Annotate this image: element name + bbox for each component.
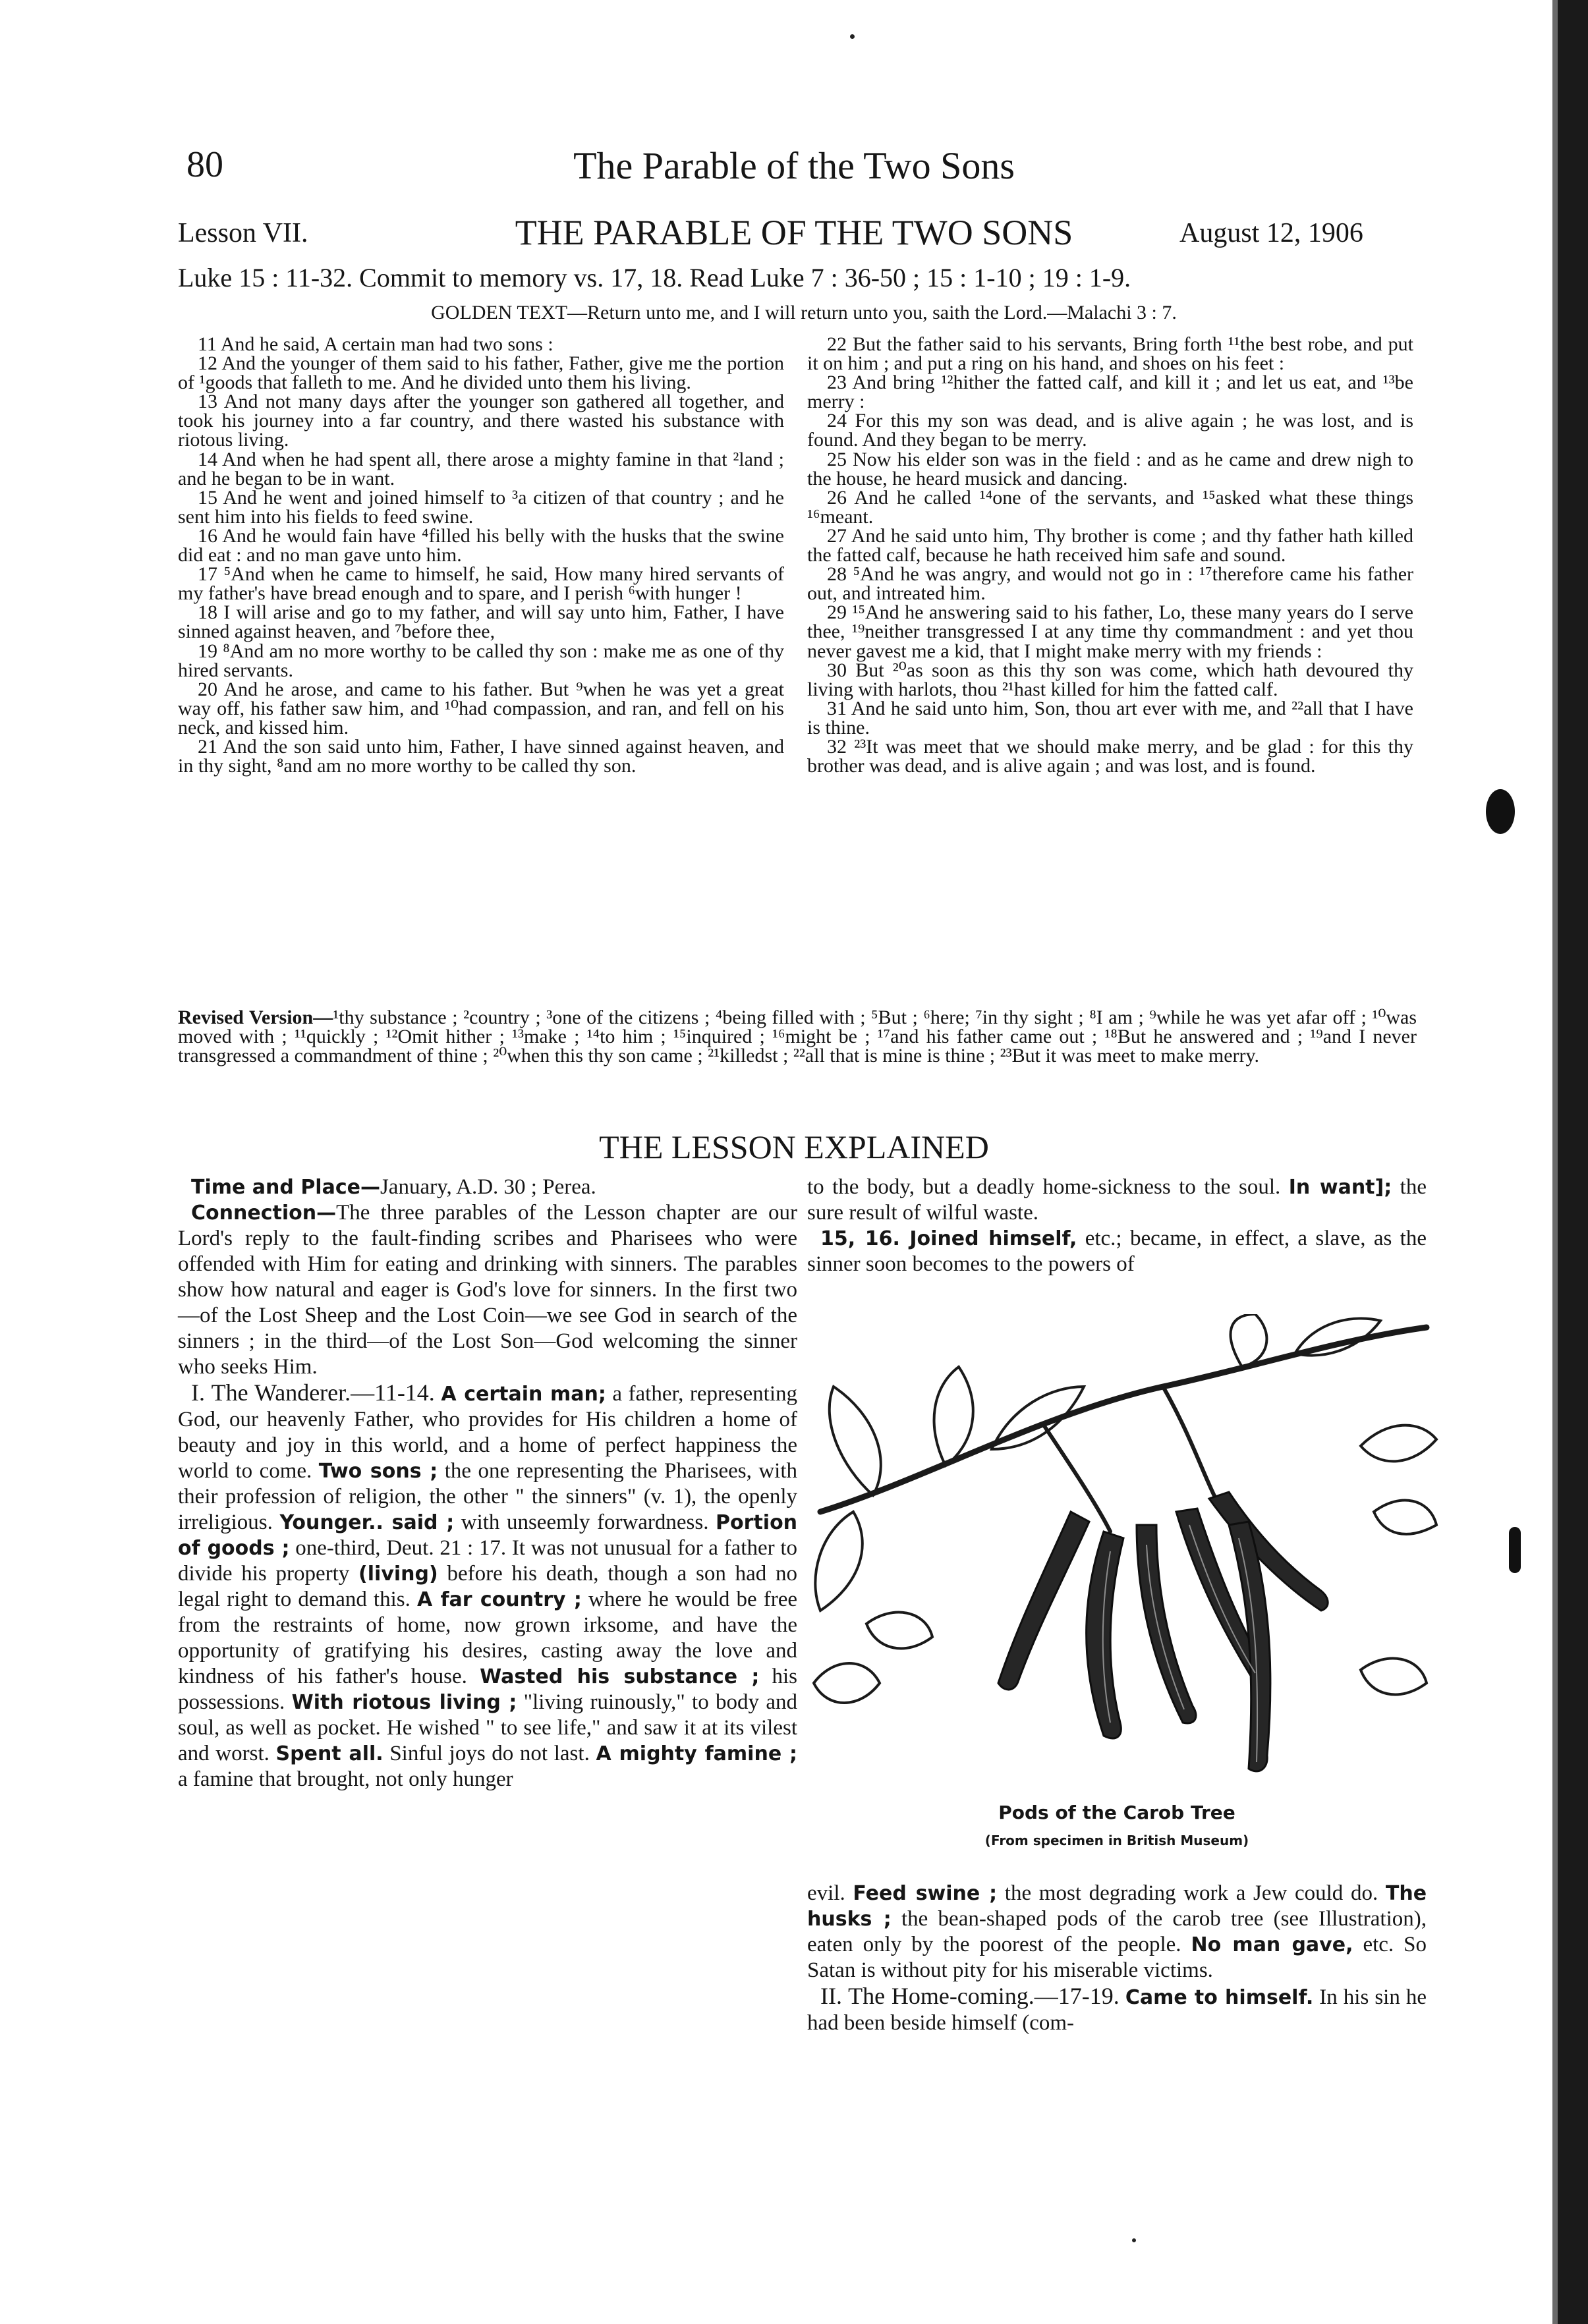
subheading: I. The Wanderer.—11-14.: [191, 1379, 435, 1406]
paragraph-text: In his sin he had been beside himself (com-: [807, 1985, 1427, 2035]
verse: 25 Now his elder son was in the field : and as he came and drew nigh to the house, he heard musick and dancing.: [807, 448, 1413, 489]
keyword: Two sons ;: [318, 1460, 438, 1483]
keyword: Younger.. said ;: [279, 1511, 455, 1534]
verse: 11 And he said, A certain man had two sons :: [198, 333, 553, 355]
verse: 22 But the father said to his servants, Bring forth ¹¹the best robe, and put it on him ; and put a ring on his hand, and shoes on his feet :: [807, 333, 1413, 375]
commentary-left-column: [178, 1175, 797, 1792]
lesson-label: Lesson VII.: [178, 218, 308, 248]
commentary-right-bottom: [807, 1881, 1427, 2036]
verse: 30 But ²⁰as soon as this thy son was come, which hath devoured thy living with harlots, thou ²¹hast killed for him the fatted calf.: [807, 659, 1413, 700]
binding-edge-shadow: [1552, 0, 1558, 2324]
section-heading: THE LESSON EXPLAINED: [599, 1128, 989, 1165]
keyword: 15, 16. Joined himself,: [820, 1227, 1077, 1250]
page-number: 80: [186, 144, 223, 185]
paragraph-text: Sinful joys do not last.: [389, 1742, 590, 1765]
verse: 14 And when he had spent all, there arose a mighty famine in that ²land ; and he began to be in want.: [178, 448, 784, 489]
verse: 16 And he would fain have ⁴filled his belly with the husks that the swine did eat : and no man gave unto him.: [178, 524, 784, 567]
paragraph-text: his possessions.: [178, 1665, 798, 1714]
keyword: A certain man;: [441, 1383, 606, 1406]
keyword: No man gave,: [1191, 1933, 1353, 1956]
wanderer-paragraph: [178, 1380, 797, 1792]
verse: 28 ⁵And he was angry, and would not go in : ¹⁷therefore came his father out, and intreated him.: [807, 563, 1413, 605]
paragraph-text: a famine that brought, not only hunger: [178, 1767, 513, 1791]
keyword: A far country ;: [416, 1588, 582, 1611]
illustration-credit: (From specimen in British Museum): [984, 1833, 1249, 1848]
revised-version-text: ¹thy substance ; ²country ; ³one of the citizens ; ⁴being filled with ; ⁵But ; ⁶here; ⁷in thy sight ; ⁸I am ; ⁹while he was yet afar off ; ¹⁰was moved with ; ¹¹quickly ; ¹²Omit hither ; ¹³make ; ¹⁴to him ; ¹⁵inquired ; ¹⁶might be ; ¹⁷and his father came out ; ¹⁸But he answered and ; ¹⁹and I never transgressed a commandment of thine ; ²⁰when this thy son came ; ²¹killedst ; ²²all that is mine is thine ; ²³But it was meet to make merry.: [178, 1007, 1417, 1066]
verse: 17 ⁵And when he came to himself, he said, How many hired servants of my father's have bread enough and to spare, and I perish ⁶with hunger !: [178, 563, 784, 605]
keyword: With riotous living ;: [291, 1691, 517, 1714]
connection-paragraph: [178, 1200, 797, 1380]
continued-paragraph: [807, 1175, 1427, 1226]
homecoming-paragraph: [807, 1983, 1427, 2036]
verse: 20 And he arose, and came to his father. But ⁹when he was yet a great way off, his father saw him, and ¹⁰had compassion, and ran, and fell on his neck, and kissed him.: [178, 678, 784, 738]
paragraph-text: the one representing the Pharisees, with their profession of religion, the other " the sinners" (v. 1), the openly irreligious.: [178, 1459, 798, 1534]
paragraph-text: The three parables of the Lesson chapter are our Lord's reply to the fault-finding scribes and Pharisees who were offended with Him for eating and drinking with sinners. The parables show how natural and eager is God's love for sinners. In the first two—of the Lost Sheep and the Lost Coin—we see God in search of the sinners ; in the third—of the Lost Son—God welcoming the sinner who seeks Him.: [178, 1201, 797, 1379]
scan-speck: [1132, 2238, 1136, 2242]
commentary-right-top: [807, 1175, 1427, 1277]
verse: 15 And he went and joined himself to ³a citizen of that country ; and he sent him into his fields to feed swine.: [178, 486, 784, 528]
binding-edge: [1558, 0, 1588, 2324]
paragraph-text: January, A.D. 30 ; Perea.: [380, 1175, 596, 1199]
lesson-title: THE PARABLE OF THE TWO SONS: [515, 213, 1073, 252]
paragraph-text: one-third, Deut. 21 : 17. It was not unusual for a father to divide his property: [178, 1536, 798, 1586]
keyword: Feed swine ;: [853, 1882, 998, 1905]
paragraph-text: a father, representing God, our heavenly Father, who provides for His children a home of beauty and joy in this world, and a home of perfect happiness the world to come.: [178, 1382, 797, 1483]
paragraph-text: with unseemly forwardness.: [461, 1510, 709, 1534]
paragraph-text: where he would be free from the restraints of home, now grown irksome, and have the opportunity of gratifying his desires, casting away the love and kindness of his father's house.: [178, 1588, 797, 1688]
keyword: A mighty famine ;: [596, 1742, 797, 1765]
keyword: Wasted his substance ;: [480, 1665, 760, 1688]
lesson-references: Luke 15 : 11-32. Commit to memory vs. 17, 18. Read Luke 7 : 36-50 ; 15 : 1-10 ; 19 : 1-9.: [178, 263, 1131, 292]
verse: 12 And the younger of them said to his father, Father, give me the portion of ¹goods that falleth to me. And he divided unto them his living.: [178, 352, 784, 394]
carob-pods-illustration: [794, 1314, 1440, 1795]
time-and-place: [178, 1175, 797, 1200]
paragraph-text: to the body, but a deadly home-sickness to the soul.: [807, 1175, 1281, 1199]
revised-version-note: [178, 1008, 1417, 1065]
verse: 29 ¹⁵And he answering said to his father, Lo, these many years do I serve thee, ¹⁹neither transgressed I at any time thy commandment : and yet thou never gavest me a kid, that I might make merry with my friends :: [807, 601, 1413, 662]
verse: 32 ²³It was meet that we should make merry, and be glad : for this thy brother was dead, and is alive again ; and was lost, and is found.: [807, 735, 1413, 777]
verse: 26 And he called ¹⁴one of the servants, and ¹⁵asked what these things ¹⁶meant.: [807, 486, 1413, 528]
paragraph-text: evil.: [807, 1881, 845, 1905]
keyword: Spent all.: [275, 1742, 383, 1765]
keyword: The husks ;: [807, 1882, 1427, 1931]
verse: 23 And bring ¹²hither the fatted calf, and kill it ; and let us eat, and ¹³be merry :: [807, 372, 1413, 413]
keyword: Came to himself.: [1125, 1986, 1314, 2009]
verse: 18 I will arise and go to my father, and will say unto him, Father, I have sinned against heaven, and ⁷before thee,: [178, 601, 784, 643]
paragraph-text: the most degrading work a Jew could do.: [1004, 1881, 1378, 1905]
revised-version-label: Revised Version—: [178, 1007, 333, 1028]
verse: 27 And he said unto him, Thy brother is come ; and thy father hath killed the fatted calf, because he hath received him safe and sound.: [807, 524, 1413, 567]
paragraph-text: before his death, though a son had no legal right to demand this.: [178, 1562, 797, 1611]
golden-text: GOLDEN TEXT—Return unto me, and I will return unto you, saith the Lord.—Malachi 3 : 7.: [431, 302, 1177, 323]
punch-hole: [1509, 1527, 1521, 1573]
paragraph-text: etc. So Satan is without pity for his miserable victims.: [807, 1933, 1427, 1982]
lesson-date: August 12, 1906: [1179, 218, 1363, 248]
joined-paragraph: [807, 1226, 1427, 1277]
illustration-caption: Pods of the Carob Tree: [998, 1802, 1235, 1823]
verse: 21 And the son said unto him, Father, I have sinned against heaven, and in thy sight, ⁸and am no more worthy to be called thy son.: [178, 735, 784, 777]
paragraph-text: the bean-shaped pods of the carob tree (see Illustration), eaten only by the poorest of the people.: [807, 1907, 1427, 1956]
subheading: II. The Home-coming.—17-19.: [820, 1983, 1120, 2009]
keyword: Portion of goods ;: [178, 1511, 798, 1560]
running-title: The Parable of the Two Sons: [573, 144, 1015, 187]
paragraph-text: etc.; became, in effect, a slave, as the sinner soon becomes to the powers of: [807, 1227, 1427, 1276]
verse: 31 And he said unto him, Son, thou art ever with me, and ²²all that I have is thine.: [807, 697, 1413, 738]
verse: 19 ⁸And am no more worthy to be called thy son : make me as one of thy hired servants.: [178, 640, 784, 681]
scripture-right-column: [807, 335, 1413, 775]
keyword: Connection—: [191, 1202, 337, 1225]
paragraph-text: the sure result of wilful waste.: [807, 1175, 1427, 1225]
husks-paragraph: [807, 1881, 1427, 1983]
keyword: In want];: [1288, 1176, 1392, 1199]
keyword: Time and Place—: [191, 1176, 380, 1199]
punch-hole: [1486, 789, 1515, 834]
scan-speck: [850, 34, 855, 39]
verse: 13 And not many days after the younger son gathered all together, and took his journey into a far country, and there wasted his substance with riotous living.: [178, 391, 784, 451]
verse: 24 For this my son was dead, and is alive again ; he was lost, and is found. And they began to be merry.: [807, 410, 1413, 451]
paragraph-text: "living ruinously," to body and soul, as well as pocket. He wished " to see life," and saw it at its vilest and worst.: [178, 1690, 797, 1765]
keyword: (living): [358, 1563, 438, 1586]
scripture-left-column: [178, 335, 784, 775]
